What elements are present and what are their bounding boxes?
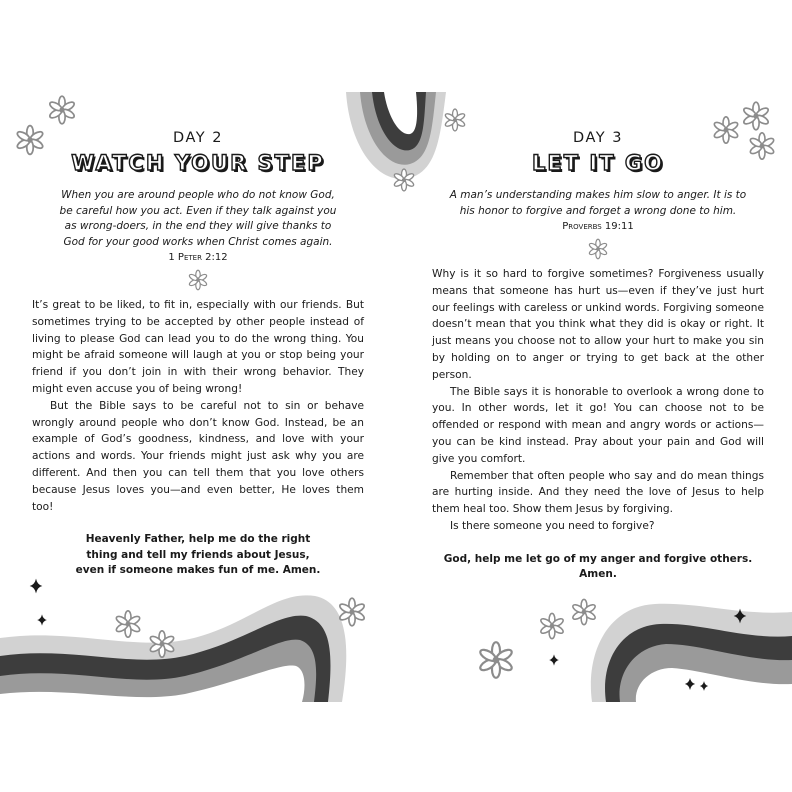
verse-line: be careful how you act. Even if they talk against you xyxy=(59,204,337,217)
verse-reference: 1 Peter 2:12 xyxy=(168,252,228,263)
left-page xyxy=(32,128,364,579)
body-paragraph: The Bible says it is honorable to overlook a wrong done to you. In other words, let it go! You can choose not to be offended or respond with mean and angry words or actions—you can be kind instead. Pray about your pain and God will give you comfort. xyxy=(432,385,764,465)
sparkle-icon xyxy=(30,579,43,594)
daisy-icon xyxy=(587,238,609,260)
daisy-icon xyxy=(742,102,769,130)
daisy-icon xyxy=(115,611,141,637)
body-paragraph: Remember that often people who say and do mean things are hurting inside. And they need the love of Jesus to help them heal too. Show them Jesus by forgiving. xyxy=(432,469,764,516)
daisy-icon xyxy=(572,599,597,624)
daisy-icon xyxy=(540,613,565,638)
body-paragraph: Why is it so hard to forgive sometimes? Forgiveness usually means that someone has hurt us—even if they’ve just hurt our feelings with careless or unkind words. Forgiving someone doesn’t mean that you think what they did is okay or right. It just means you choose not to allow your hurt to make you sin by holding on to anger or trying to get back at the other person. xyxy=(432,268,764,381)
body-paragraph: But the Bible says to be careful not to sin or behave wrongly around people who don’t know God. Instead, be an example of God’s goodness, kindness, and love with your actions and words. Your friends might just ask why you are different. And then you can tell them that you love others because Jesus loves you—and even better, He loves them too! xyxy=(32,399,364,513)
daisy-icon xyxy=(187,269,209,291)
sparkle-icon xyxy=(37,614,47,625)
right-page xyxy=(432,128,764,583)
prayer-line: thing and tell my friends about Jesus, xyxy=(86,548,310,561)
prayer-line: even if someone makes fun of me. Amen. xyxy=(75,564,321,577)
body-paragraph: Is there someone you need to forgive? xyxy=(450,519,655,532)
devotion-title: LET IT GO xyxy=(532,151,664,175)
prayer-line: God, help me let go of my anger and forgive others. Amen. xyxy=(443,552,753,581)
verse-line: When you are around people who do not know God, xyxy=(61,189,335,201)
body-paragraph: It’s great to be liked, to fit in, especially with our friends. But sometimes trying to be accepted by other people instead of living to please God can lead you to do the wrong thing. You might be afraid someone will laugh at you or stop being your friend if you don’t join in with their wrong behavior. They might even accuse you of being wrong! xyxy=(32,299,364,395)
devotion-title: WATCH YOUR STEP xyxy=(71,151,325,175)
verse-line: God for your good works when Christ comes again. xyxy=(63,235,333,248)
bottom-right-wave xyxy=(591,604,792,702)
daisy-icon xyxy=(48,96,75,124)
day-label: DAY 3 xyxy=(573,130,623,146)
verse-line: as wrong-doers, in the end they will give thanks to xyxy=(64,220,332,232)
prayer-line: Heavenly Father, help me do the right xyxy=(85,533,311,546)
daisy-icon xyxy=(479,642,514,678)
verse-line: his honor to forgive and forget a wrong done to him. xyxy=(459,204,737,217)
daisy-icon xyxy=(338,598,365,626)
verse-reference: Proverbs 19:11 xyxy=(562,221,634,232)
sparkle-icon xyxy=(549,654,559,665)
day-label: DAY 2 xyxy=(173,130,223,146)
verse-line: A man’s understanding makes him slow to anger. It is to xyxy=(449,189,747,201)
